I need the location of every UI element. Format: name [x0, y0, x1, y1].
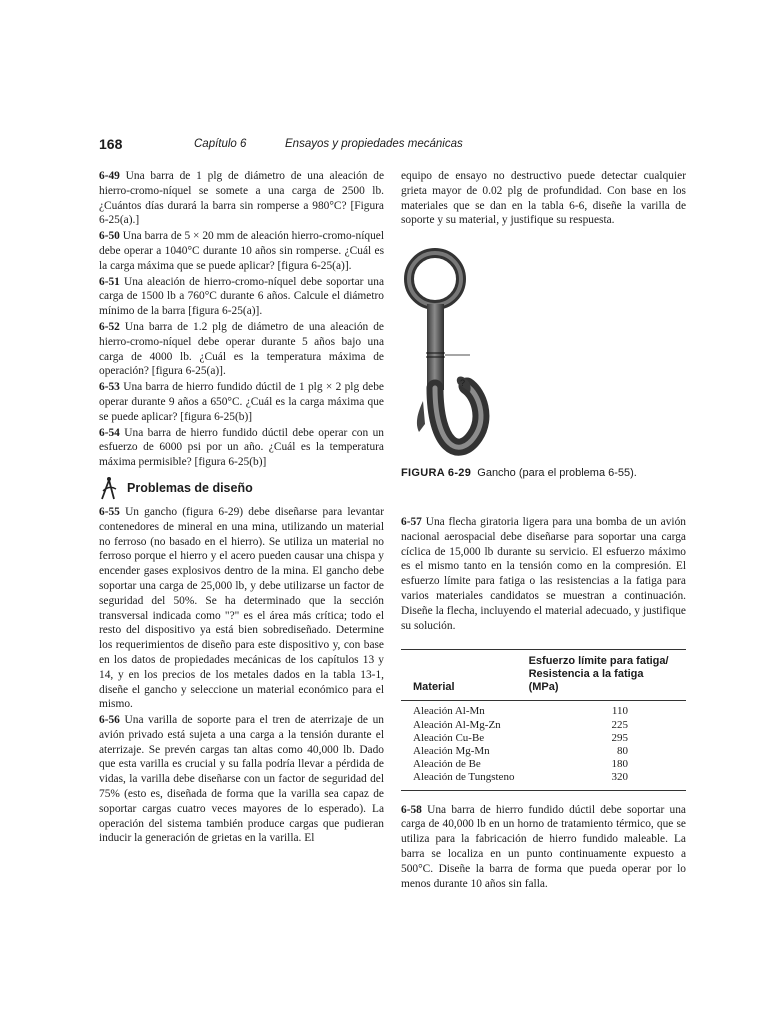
right-column [401, 169, 686, 892]
chapter-title: Ensayos y propiedades mecánicas [285, 138, 463, 150]
table-row: Aleación de Be 180 [413, 758, 628, 771]
problem-6-55: 6-55 Un gancho (figura 6-29) debe diseñarse para levantar contenedores de mineral en una mina, utilizando un material no ferroso (no basado en el hierro). Se utiliza un material no ferroso porque el hierro y el acero pueden causar una chispa y encender gases explosivos dentro de la mina. El gancho debe soportar una carga de 25,000 lb, y debe utilizarse un factor de seguridad del 50%. Se ha determinado que la sección transversal indicada como "?" es el área más crítica; todo el resto del dispositivo ya está bien sobrediseñado. Determine los requerimientos de diseño para este dispositivo y, con base en los datos de propiedades mecánicas de los capítulos 13 y 14, y en los precios de los metales dados en la tabla 13-1, diseñe el gancho y seleccione un material económico para el mismo. [99, 505, 384, 711]
problem-6-57: 6-57 Una flecha giratoria ligera para una bomba de un avión nacional aerospacial debe diseñarse para soportar una carga cíclica de 15,000 lb durante su servicio. El esfuerzo máximo es el mismo tanto en la tensión como en la compresión. El esfuerzo límite para fatiga o las resistencias a la fatiga para varios materiales candidatos se muestran a continuación. Diseñe la flecha, incluyendo el material adecuado, y justifique su solución. [401, 515, 686, 632]
problem-6-49: 6-49 Una barra de 1 plg de diámetro de una aleación de hierro-cromo-níquel se somete a una carga de 2500 lb. ¿Cuántos días durará la barra sin romperse a 980°C? [Figura 6-25(a).] [99, 170, 384, 227]
problem-6-56: 6-56 Una varilla de soporte para el tren de aterrizaje de un avión privado está sujeta a una carga a la tensión durante el aterrizaje. Se prevén cargas tan altas como 40,000 lb. Dado que esta varilla es crucial y su falla podría llevar a pérdida de vidas, la varilla debe diseñarse con un factor de seguridad del 75% (esto es, diseñada de forma que la varilla sea capaz de soportar cargas cuatro veces mayores de lo esperado). La operación del sistema también produce cargas que pudieran inducir la generación de grietas en la varilla. El [99, 714, 384, 845]
design-compass-icon [99, 476, 119, 500]
hook-figure [401, 236, 686, 466]
figure-caption: FIGURA 6-29 Gancho (para el problema 6-55). [401, 467, 637, 480]
problem-6-56-continuation: equipo de ensayo no destructivo puede detectar cualquier grieta mayor de 0.02 plg de profundidad. Con base en los materiales que se dan en la tabla 6-6, diseñe la varilla de soporte y su material, y justifique su respuesta. [401, 170, 686, 227]
table-row: Aleación Mg-Mn 80 [413, 744, 628, 757]
problem-6-50: 6-50 Una barra de 5 × 20 mm de aleación hierro-cromo-níquel debe operar a 1040°C durante 10 años sin romperse. ¿Cuál es la carga máxima que se puede aplicar? [figura 6-25(a)]. [99, 230, 384, 272]
table-row: Aleación Cu-Be 295 [413, 731, 628, 744]
page-number: 168 [99, 136, 123, 152]
section-title: Problemas de diseño [127, 480, 253, 495]
value-column-header: Esfuerzo límite para fatiga/ Resistencia a la fatiga (MPa) [529, 650, 686, 701]
problem-6-52: 6-52 Una barra de 1.2 plg de diámetro de una aleación de hierro-cromo-níquel debe operar durante 5 años bajo una carga de 4000 lb. ¿Cuál es la temperatura máxima de operación? [figura 6-25(a)]. [99, 320, 384, 378]
problem-6-51: 6-51 Una aleación de hierro-cromo-níquel debe soportar una carga de 1500 lb a 760°C durante 6 años. Calcule el diámetro mínimo de la barra [figura 6-25(a)]. [99, 275, 384, 318]
design-section-heading [99, 476, 384, 500]
chapter-label: Capítulo 6 [194, 138, 247, 150]
problem-6-53: 6-53 Una barra de hierro fundido dúctil de 1 plg × 2 plg debe operar durante 9 años a 650°C. ¿Cuál es la carga máxima que se puede aplicar? [figura 6-25(b)] [99, 381, 384, 423]
left-column [99, 169, 384, 847]
fatigue-table [401, 649, 686, 790]
page-header [99, 136, 699, 156]
hook-illustration [401, 236, 686, 466]
figure-callout: ? [460, 378, 466, 389]
problem-6-54: 6-54 Una barra de hierro fundido dúctil debe operar con un esfuerzo de 6000 psi por un año. ¿Cuál es la temperatura máxima permisible? [figura 6-25(b)] [99, 426, 384, 469]
table-row: Aleación de Tungsteno 320 [401, 771, 686, 790]
material-column-header: Material [401, 650, 529, 701]
problem-6-58: 6-58 Una barra de hierro fundido dúctil debe soportar una carga de 40,000 lb en un horno de tratamiento térmico, que se utiliza para la fabricación de hierro fundido maleable. La barra se localiza en un punto continuamente expuesto a 500°C. Diseñe la barra de forma que pueda operar por lo menos durante 10 años sin falla. [401, 803, 686, 890]
table-row: Aleación Al-Mn 110 [413, 705, 628, 718]
table-row: Aleación Al-Mg-Zn 225 [413, 718, 628, 731]
table-header-row [401, 650, 686, 701]
